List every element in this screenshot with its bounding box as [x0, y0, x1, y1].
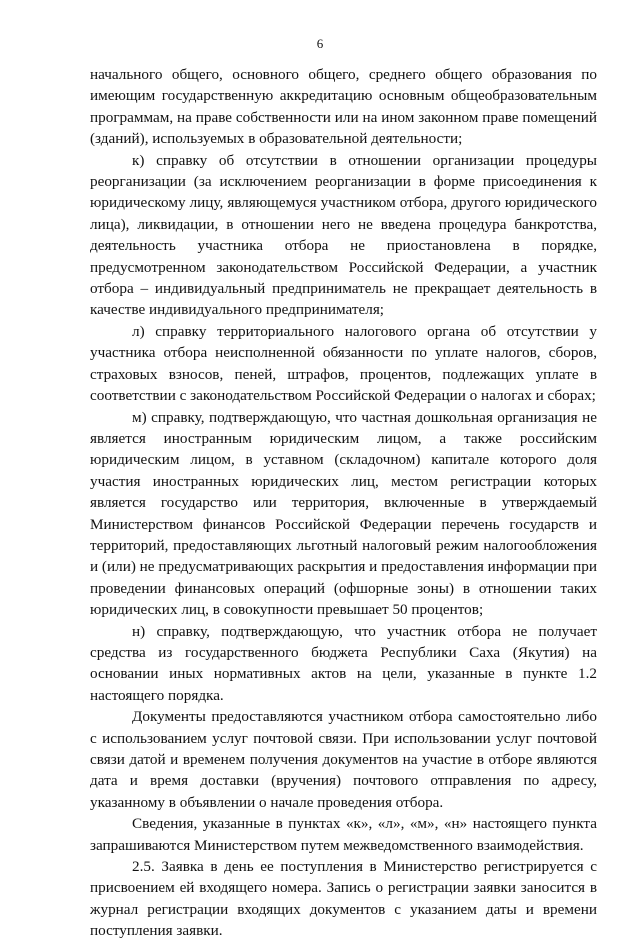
paragraph-item-n: н) справку, подтверждающую, что участник отбора не получает средства из государственного бюджета Республики Саха (Якутия) на основании иных нормативных актов на цели, указанные в пункте 1.2 настоящего порядка.	[90, 622, 597, 704]
paragraph-interagency-request: Сведения, указанные в пунктах «к», «л», «м», «н» настоящего пункта запрашиваются Министерством путем межведомственного взаимодействия.	[90, 815, 597, 854]
paragraph-continuation: начального общего, основного общего, среднего общего образования по имеющим государственную аккредитацию основным общеобразовательным программам, на праве собственности или на ином законном праве помещений (зданий), используемых в образовательной деятельности;	[90, 66, 597, 148]
paragraph-item-l: л) справку территориального налогового органа об отсутствии у участника отбора неисполненной обязанности по уплате налогов, сборов, страховых взносов, пеней, штрафов, процентов, подлежащих уплате в соответствии с законодательством Российской Федерации о налогах и сборах;	[90, 322, 597, 405]
document-body	[90, 64, 597, 942]
paragraph-item-m: м) справку, подтверждающую, что частная дошкольная организация не является иностранным юридическим лицом, а также российским юридическим лицом, в уставном (складочном) капитале которого доля участия иностранных юридических лиц, местом регистрации которых является государство или территория, включенные в утверждаемый Министерством финансов Российской Федерации перечень государств и территорий, предоставляющих льготный налоговый режим налогообложения и (или) не предусматривающих раскрытия и предоставления информации при проведении финансовых операций (офшорные зоны) в отношении таких юридических лиц, в совокупности превышает 50 процентов;	[90, 408, 597, 619]
paragraph-documents-submission: Документы предоставляются участником отбора самостоятельно либо с использованием услуг почтовой связи. При использовании услуг почтовой связи датой и временем получения документов на участие в отборе являются дата и время доставки (вручения) почтового отправления по адресу, указанному в объявлении о начале проведения отбора.	[90, 708, 597, 811]
paragraph-section-2-5: 2.5. Заявка в день ее поступления в Министерство регистрируется с присвоением ей входящего номера. Запись о регистрации заявки заносится в журнал регистрации входящих документов с указанием даты и времени поступления заявки.	[90, 858, 597, 940]
page-number: 6	[316, 36, 324, 51]
paragraph-item-k: к) справку об отсутствии в отношении организации процедуры реорганизации (за исключением реорганизации в форме присоединения к юридическому лицу, являющемуся участником отбора, другого юридического лица), ликвидации, в отношении него не введена процедура банкротства, деятельность участника отбора не приостановлена в порядке, предусмотренном законодательством Российской Федерации, а участник отбора – индивидуальный предприниматель не прекращает деятельность в качестве индивидуального предпринимателя;	[90, 151, 597, 319]
